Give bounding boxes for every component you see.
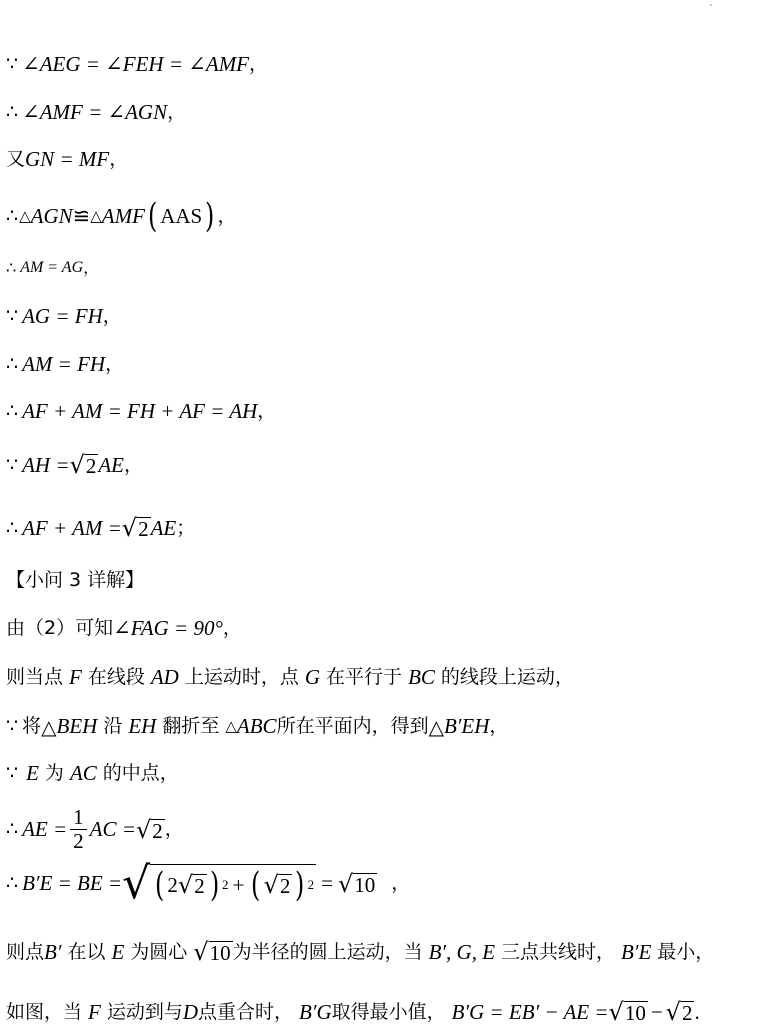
sqrt: [177, 871, 207, 900]
because-symbol: ∵: [6, 762, 19, 784]
punctuation: ，: [167, 101, 187, 123]
therefore-symbol: ∴: [6, 400, 19, 422]
radicand: 2: [681, 1000, 693, 1025]
text-run: 翻折至: [162, 715, 220, 737]
text-run: 点重合时，: [198, 1000, 294, 1023]
radical-icon: √: [665, 998, 681, 1026]
paren-close: ): [209, 865, 219, 906]
radicand: 2: [279, 874, 291, 899]
triangle-icon: △: [41, 714, 57, 739]
math-var: B′G: [299, 999, 332, 1024]
sqrt: [666, 1000, 695, 1024]
text-run: 如图，当: [6, 1000, 83, 1023]
text-run: 三点共线时，: [501, 940, 616, 963]
math-var: B′, G, E: [428, 939, 496, 964]
math-expression: ∠AEG = ∠FEH = ∠AMF: [22, 52, 250, 76]
punctuation: ，: [164, 818, 184, 841]
therefore-symbol: ∴: [6, 101, 19, 123]
triangle-icon: △: [90, 206, 102, 225]
because-symbol: ∵: [6, 305, 19, 327]
math-rhs: AE: [150, 515, 177, 540]
sqrt: [122, 516, 151, 540]
text-run: 在平行于: [326, 666, 403, 688]
text-run: 的线段上运动，: [440, 666, 574, 688]
sqrt: [193, 940, 232, 964]
text-run: 为: [44, 762, 64, 784]
step-line-9: [6, 453, 143, 477]
step-line-7: [6, 354, 124, 375]
math-var: F: [88, 999, 101, 1024]
text-run: 则点: [6, 940, 45, 963]
numerator: 1: [70, 806, 87, 830]
text-run: 运动到与: [106, 1000, 183, 1023]
step-line-15: [6, 763, 179, 784]
denominator: 2: [73, 829, 84, 854]
math-lhs: AE =: [22, 817, 68, 842]
text-run: 则当点: [6, 666, 64, 688]
radicand: 10: [624, 1000, 646, 1025]
therefore-symbol: ∴: [6, 516, 19, 539]
math-var: F: [69, 665, 82, 689]
math-var: E: [111, 939, 125, 964]
punctuation: ，: [109, 148, 129, 170]
math-var: B′EH: [443, 714, 490, 738]
step-line-18: [6, 940, 714, 964]
step-line-16: [6, 806, 184, 853]
minus-sign: −: [650, 999, 663, 1024]
math-expression: AM = FH: [22, 352, 106, 376]
therefore-symbol: ∴: [6, 818, 19, 841]
radical-icon: √: [135, 815, 152, 844]
text-run: 为半径的圆上运动，当: [232, 940, 423, 963]
text-run: 取得最小值，: [331, 1000, 446, 1023]
step-line-14: [6, 716, 508, 737]
radical-icon: √: [177, 871, 194, 900]
triangle-icon: △: [19, 206, 31, 225]
punctuation: .: [694, 999, 700, 1024]
step-line-1: [6, 54, 268, 75]
text-run: 在以: [67, 940, 106, 963]
step-line-13: [6, 667, 574, 688]
math-var: AC: [69, 761, 97, 785]
text-run: 在线段: [87, 666, 145, 688]
text-run: 最小，: [657, 940, 715, 963]
radicand: 2: [85, 453, 97, 478]
text-run: 的中点，: [102, 762, 179, 784]
sqrt: [609, 1000, 648, 1024]
therefore-symbol: ∴: [6, 353, 19, 375]
step-line-8: [6, 401, 276, 422]
math-expression: GN = MF: [25, 147, 110, 171]
radicand: 10: [354, 872, 376, 897]
math-var: E: [26, 761, 39, 785]
triangle-name: AMF: [101, 203, 145, 228]
math-lhs: B′E = BE =: [22, 871, 123, 896]
step-line-17: [6, 858, 411, 909]
equals-sign: =: [321, 871, 333, 896]
text-run: 将: [22, 715, 42, 737]
fraction: [70, 806, 87, 853]
sqrt: [70, 453, 99, 477]
coefficient: 2: [167, 873, 178, 898]
math-var: BC: [408, 665, 435, 689]
therefore-symbol: ∴: [6, 204, 19, 227]
radicand: 2: [138, 516, 149, 541]
radical-icon: √: [263, 871, 279, 900]
math-expression: AG = FH: [22, 304, 103, 328]
scan-speck: [710, 4, 712, 6]
radicand: 2: [152, 818, 163, 843]
math-lhs: AF + AM =: [22, 515, 122, 540]
radical-icon: √: [121, 514, 138, 542]
math-expression: B′G = EB′ − AE =: [451, 999, 609, 1024]
punctuation: ，: [249, 53, 269, 75]
sqrt: [337, 869, 377, 898]
sqrt: [263, 871, 293, 900]
plus-sign: +: [232, 873, 245, 898]
step-line-6: [6, 306, 122, 327]
math-var: G: [304, 665, 321, 689]
triangle-icon: △: [225, 717, 237, 735]
congruent-icon: ≌: [72, 203, 91, 228]
outer-sqrt: [122, 858, 316, 909]
radical-icon: √: [608, 998, 624, 1026]
math-var: AD: [150, 665, 179, 689]
math-lhs: AH =: [22, 452, 70, 477]
triangle-icon: △: [428, 714, 444, 739]
math-rhs: AE: [98, 452, 124, 477]
math-var: ABC: [236, 714, 277, 738]
punctuation: ，: [391, 872, 411, 895]
math-mid: AC =: [89, 817, 136, 842]
prefix-text: 又: [6, 148, 26, 170]
step-line-4: [6, 196, 237, 236]
math-var: EH: [128, 714, 157, 738]
math-expression: AM = AG: [20, 259, 84, 276]
punctuation: ，: [105, 353, 125, 375]
step-line-5: [6, 260, 99, 276]
because-symbol: ∵: [6, 453, 19, 476]
punctuation: ，: [102, 305, 122, 327]
punctuation: ，: [489, 715, 509, 737]
text-run: 沿: [103, 715, 123, 737]
math-var: D: [182, 999, 199, 1024]
punctuation: ，: [222, 617, 242, 639]
math-var: B′: [44, 939, 62, 964]
text-run: 为圆心: [130, 940, 188, 963]
section-heading: [6, 571, 144, 590]
punctuation: ，: [123, 453, 143, 476]
text-run: 所在平面内，得到: [276, 715, 429, 737]
therefore-symbol: ∴: [6, 872, 19, 895]
exponent: 2: [221, 877, 229, 893]
step-line-3: [6, 149, 128, 170]
paren-open: (: [251, 865, 261, 906]
math-var: BEH: [56, 714, 98, 738]
exponent: 2: [307, 877, 315, 893]
triangle-name: AGN: [30, 203, 73, 228]
paren-open: (: [147, 196, 158, 236]
step-line-12: [6, 618, 242, 639]
text-run: 上运动时，点: [184, 666, 299, 688]
radical-icon: √: [69, 451, 85, 479]
math-var: B′E: [621, 939, 652, 964]
step-line-19: [6, 1000, 700, 1024]
step-line-2: [6, 102, 186, 123]
radical-icon: √: [193, 938, 209, 966]
punctuation: ；: [176, 516, 196, 539]
prefix-text: 由（2）可知: [6, 617, 114, 639]
radical-icon: √: [122, 858, 151, 909]
sqrt: [135, 815, 165, 844]
radicand: 2: [194, 874, 205, 899]
reason-text: AAS: [160, 203, 203, 228]
step-line-10: [6, 516, 195, 540]
heading-text: 【小问 3 详解】: [6, 569, 145, 591]
radicand: 10: [209, 940, 231, 965]
math-expression: ∠AMF = ∠AGN: [22, 100, 168, 124]
paren-close: ): [205, 196, 215, 236]
paren-close: ): [295, 865, 305, 906]
punctuation: ，: [257, 400, 277, 422]
because-symbol: ∵: [6, 53, 19, 75]
radical-icon: √: [337, 869, 354, 898]
math-expression: ∠FAG = 90°: [113, 616, 223, 640]
punctuation: ，: [217, 204, 237, 227]
therefore-symbol: ∴: [6, 258, 17, 277]
math-expression: AF + AM = FH + AF = AH: [22, 399, 258, 423]
paren-open: (: [155, 865, 165, 906]
punctuation: ，: [83, 258, 100, 277]
because-symbol: ∵: [6, 715, 19, 737]
